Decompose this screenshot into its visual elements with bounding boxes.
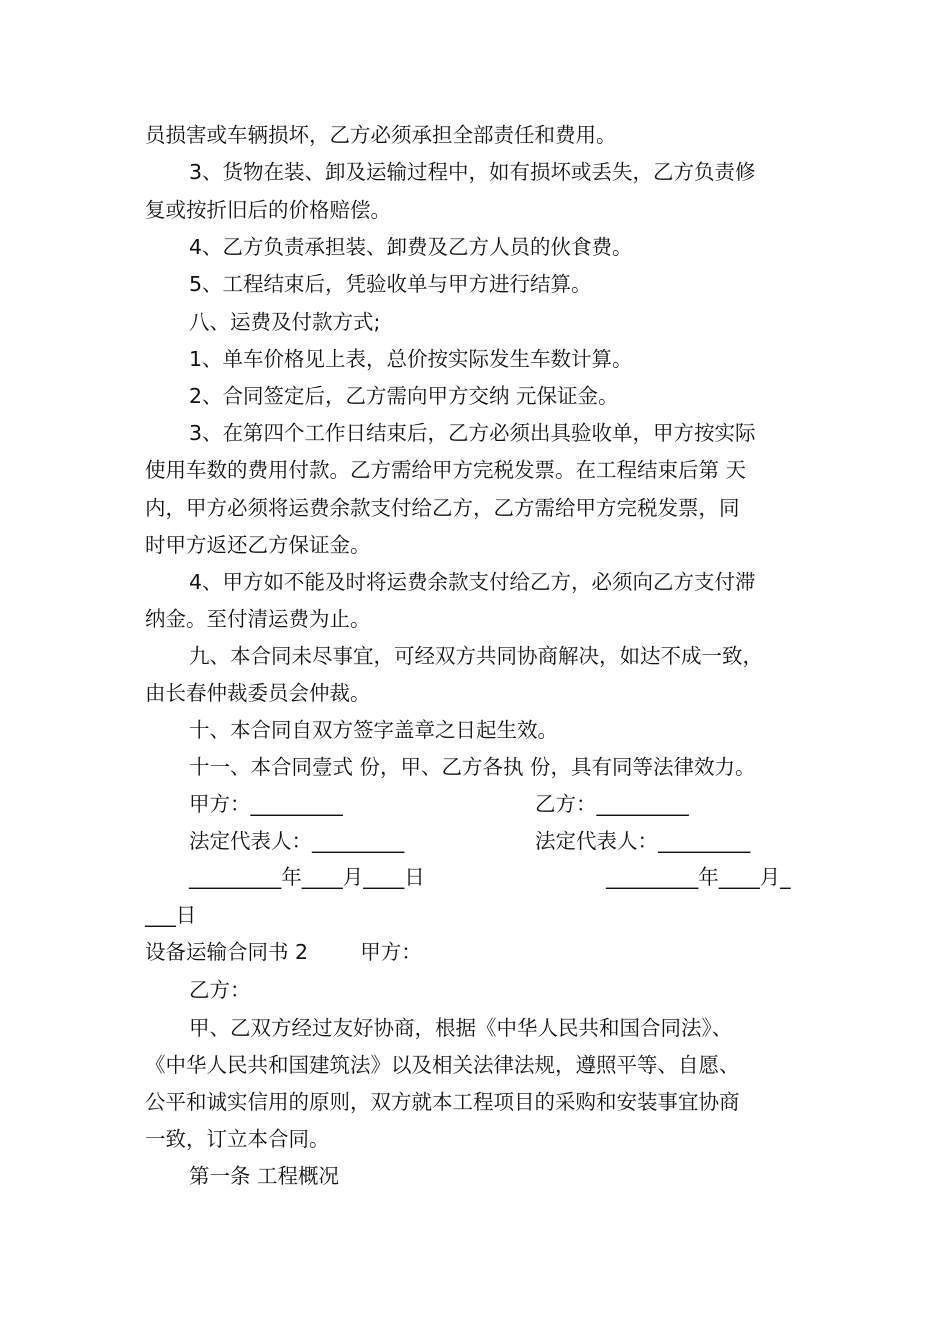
party-b-signature-field: 乙方：_________	[535, 792, 689, 816]
text-line: 1、单车价格见上表，总价按实际发生车数计算。	[189, 347, 633, 371]
party-b-label: 乙方：	[189, 978, 251, 1002]
text-line: 员损害或车辆损坏，乙方必须承担全部责任和费用。	[145, 123, 617, 147]
party-b-date-field-continued: ___日	[145, 903, 197, 927]
text-line: 由长春仲裁委员会仲裁。	[145, 681, 371, 705]
party-a-date-field: _________年____月____日	[189, 865, 425, 889]
party-a-representative-field: 法定代表人：_________	[189, 829, 405, 853]
text-line: 4、乙方负责承担装、卸费及乙方人员的伙食费。	[189, 235, 633, 259]
text-line: 2、合同签定后，乙方需向甲方交纳 元保证金。	[189, 384, 619, 408]
text-line: 一致，订立本合同。	[145, 1127, 330, 1151]
text-line: 使用车数的费用付款。乙方需给甲方完税发票。在工程结束后第 天	[145, 458, 747, 482]
section-heading: 十、本合同自双方签字盖章之日起生效。	[189, 718, 558, 742]
section-heading: 八、运费及付款方式;	[189, 310, 381, 334]
section-heading: 十一、本合同壹式 份，甲、乙方各执 份，具有同等法律效力。	[189, 755, 756, 779]
text-line: 3、货物在装、卸及运输过程中，如有损坏或丢失，乙方负责修	[189, 160, 756, 184]
party-b-date-field: _________年____月_	[606, 865, 791, 889]
section-heading: 九、本合同未尽事宜，可经双方共同协商解决，如达不成一致，	[189, 644, 763, 668]
text-line: 4、甲方如不能及时将运费余款支付给乙方，必须向乙方支付滞	[189, 570, 756, 594]
text-line: 纳金。至付清运费为止。	[145, 607, 371, 631]
text-line: 内，甲方必须将运费余款支付给乙方，乙方需给甲方完税发票，同	[145, 496, 740, 520]
text-line: 《中华人民共和国建筑法》以及相关法律法规，遵照平等、自愿、	[145, 1053, 740, 1077]
text-line: 时甲方返还乙方保证金。	[145, 533, 371, 557]
document-title: 设备运输合同书 2 甲方：	[145, 940, 422, 964]
text-line: 3、在第四个工作日结束后，乙方必须出具验收单，甲方按实际	[189, 421, 756, 445]
text-line: 5、工程结束后，凭验收单与甲方进行结算。	[189, 272, 592, 296]
party-a-signature-field: 甲方：_________	[189, 792, 343, 816]
text-line: 复或按折旧后的价格赔偿。	[145, 198, 391, 222]
party-b-representative-field: 法定代表人：_________	[535, 829, 751, 853]
section-heading: 第一条 工程概况	[189, 1164, 340, 1188]
text-line: 甲、乙双方经过友好协商，根据《中华人民共和国合同法》、	[189, 1016, 733, 1040]
text-line: 公平和诚实信用的原则，双方就本工程项目的采购和安装事宜协商	[145, 1090, 740, 1114]
